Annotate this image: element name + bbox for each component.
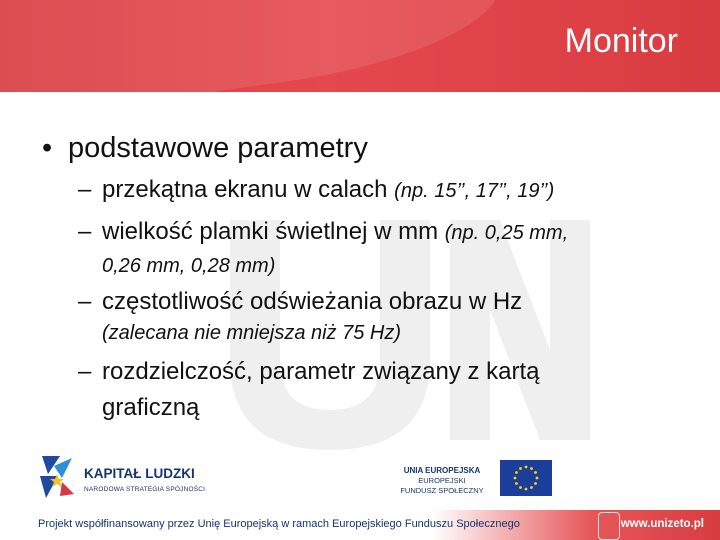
unizeto-badge-icon [598, 512, 620, 540]
eu-star [530, 486, 533, 489]
main-bullet-text: podstawowe parametry [68, 132, 368, 164]
item-text: rozdzielczość, parametr związany z kartą [102, 358, 540, 385]
eu-star [515, 482, 518, 485]
slide-title: Monitor [564, 22, 678, 60]
eu-text-block [388, 466, 496, 496]
eu-line-2: EUROPEJSKI [418, 476, 466, 485]
eu-flag-icon [500, 460, 552, 496]
item-note: (np. 15’’, 17’’, 19’’) [394, 180, 555, 202]
eu-line-3: FUNDUSZ SPOŁECZNY [400, 486, 484, 495]
eu-star [525, 466, 528, 469]
item-text-continued: graficzną [102, 394, 200, 421]
eu-star [530, 467, 533, 470]
eu-star [514, 477, 517, 480]
eu-star [534, 471, 537, 474]
eu-star [515, 471, 518, 474]
list-item: – częstotliwość odświeżania obrazu w Hz [78, 288, 523, 315]
eu-star [525, 488, 528, 491]
item-text: częstotliwość odświeżania obrazu w Hz [102, 288, 523, 315]
item-note-continued: (zalecana nie mniejsza niż 75 Hz) [102, 322, 402, 344]
eu-star [519, 486, 522, 489]
header-shine [0, 0, 509, 92]
item-text: wielkość plamki świetlnej w mm [102, 218, 445, 245]
bullet-dot: • [42, 132, 53, 164]
footer-text: Projekt współfinansowany przez Unię Europejską w ramach Europejskiego Funduszu Społecznego [38, 518, 520, 530]
item-note-continued: 0,26 mm, 0,28 mm) [102, 255, 276, 277]
eu-star [534, 482, 537, 485]
footer-url[interactable]: www.unizeto.pl [620, 518, 704, 530]
list-item: – wielkość plamki świetlnej w mm (np. 0,25 mm, [78, 218, 569, 245]
main-bullet [42, 132, 368, 165]
kapital-ludzki-subtitle: NARODOWA STRATEGIA SPÓJNOŚCI [84, 486, 206, 493]
kapital-ludzki-title: KAPITAŁ LUDZKI [84, 466, 195, 481]
item-note: (np. 0,25 mm, [444, 222, 569, 244]
footer-bar [0, 510, 720, 540]
item-text: przekątna ekranu w calach [102, 176, 395, 203]
list-item: – przekątna ekranu w calach (np. 15’’, 17’’, 19’’) [78, 176, 555, 203]
kapital-ludzki-logo-icon [38, 454, 76, 500]
eu-line-1: UNIA EUROPEJSKA [403, 466, 481, 475]
logo-strip [0, 448, 720, 510]
eu-star [536, 477, 539, 480]
eu-star [519, 467, 522, 470]
header-bar [0, 0, 720, 92]
list-item: – rozdzielczość, parametr związany z kartą [78, 358, 540, 385]
